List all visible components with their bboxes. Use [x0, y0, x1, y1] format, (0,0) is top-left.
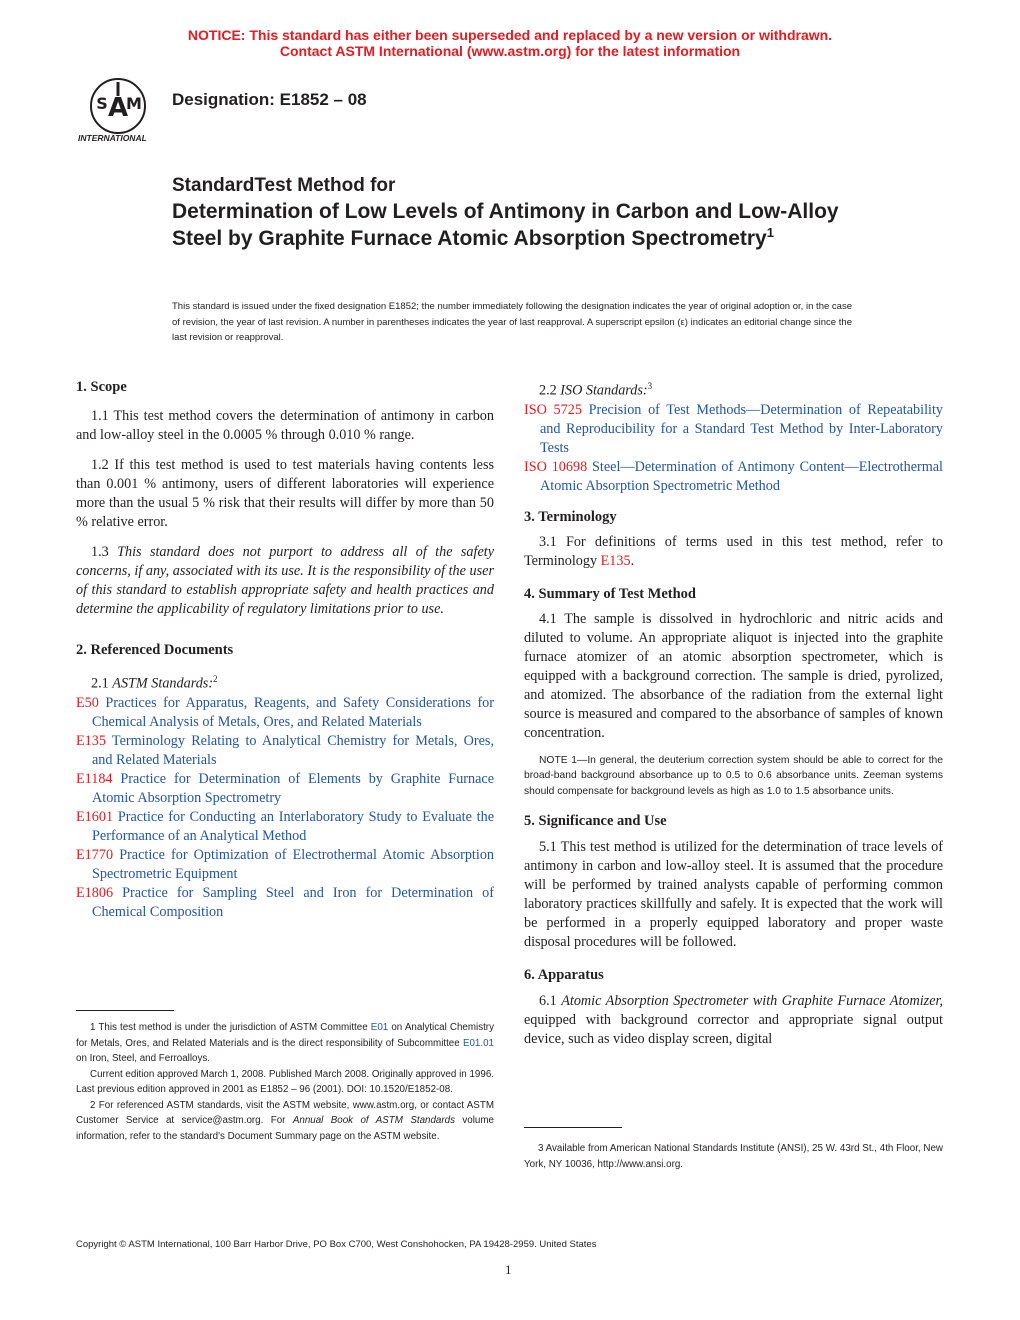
section-heading-summary: 4. Summary of Test Method	[524, 585, 696, 602]
iso-reference-title[interactable]: Precision of Test Methods—Determination of Repeatability and Reproducibility for a Standard Test Method by Inter-Laboratory Tests	[540, 401, 943, 456]
right-footnotes	[524, 1141, 943, 1172]
astm-reference-item[interactable]	[76, 808, 494, 846]
astm-reference-item[interactable]	[76, 732, 494, 770]
paragraph-1-3: 1.3 This standard does not purport to address all of the safety concerns, if any, associated with its use. It is the responsibility of the user of this standard to establish appropriate safety and health practices and determine the applicability of regulatory limitations prior to use.	[76, 544, 494, 617]
astm-reference-title[interactable]: Practice for Determination of Elements by Graphite Furnace Atomic Absorption Spectrometry	[92, 770, 495, 806]
paragraph-2-2: 2.2 ISO Standards:$^3$	[539, 381, 653, 399]
iso-reference-code[interactable]: ISO 5725	[524, 401, 582, 418]
astm-reference-code[interactable]: E1184	[76, 770, 113, 787]
iso-reference-item[interactable]	[524, 401, 943, 458]
astm-reference-item[interactable]	[76, 884, 494, 922]
footnote-1-edition: Current edition approved March 1, 2008. Published March 2008. Originally approved in 1996. Last previous edition approved in 2001 as E1852 – 96 (2001). DOI: 10.1520/E1852-08.	[76, 1068, 494, 1095]
page-number: 1	[505, 1262, 512, 1277]
iso-reference-list	[524, 401, 943, 496]
astm-reference-code[interactable]: E135	[76, 732, 106, 749]
paragraph-4-1: 4.1 The sample is dissolved in hydrochloric and nitric acids and diluted to volume. An appropriate aliquot is injected into the graphite furnace atomizer of an atomic absorption spectrometer, which is equipped with a background correction. The sample is dried, pyrolized, and atomized. The absorbance of the radiation from the external light source is measured and compared to the absorbance of samples of known concentration.	[524, 610, 943, 741]
link-e01-01[interactable]: E01.01	[462, 1037, 494, 1049]
issuance-statement: This standard is issued under the fixed designation E1852; the number immediately following the designation indicates the year of original adoption or, in the case of revision, the year of last revision. A number in parentheses indicates the year of last reapproval. A superscript epsilon (ε) indicates an editorial change since the last revision or reapproval.	[172, 301, 852, 343]
astm-reference-code[interactable]: E1601	[76, 808, 114, 825]
astm-reference-item[interactable]	[76, 694, 494, 732]
copyright: Copyright © ASTM International, 100 Barr Harbor Drive, PO Box C700, West Conshohocken, PA 19428-2959. United States	[76, 1239, 597, 1250]
astm-logo	[76, 76, 160, 144]
astm-reference-title[interactable]: Terminology Relating to Analytical Chemistry for Metals, Ores, and Related Materials	[92, 732, 494, 768]
footnote-2: 2 For referenced ASTM standards, visit the ASTM website, www.astm.org, or contact ASTM Customer Service at service@astm.org. For Annual Book of ASTM Standards volume information, refer to the standard's Document Summary page on the ASTM website.	[76, 1099, 494, 1142]
paragraph-1-2: 1.2 If this test method is used to test materials having contents less than 0.001 % antimony, users of different laboratories will experience more than the usual 5 % risk that their results will differ by more than 50 % relative error.	[76, 457, 494, 530]
paragraph-5-1: 5.1 This test method is utilized for the determination of trace levels of antimony in carbon and low-alloy steel. It is assumed that the procedure will be performed by trained analysts capable of performing common laboratory practices skillfully and safely. It is expected that the work will be performed in a properly equipped laboratory and proper waste disposal procedures will be followed.	[524, 838, 943, 950]
left-column	[76, 378, 494, 922]
designation: Designation: E1852 – 08	[172, 90, 367, 109]
paragraph-1-1: 1.1 This test method covers the determination of antimony in carbon and low-alloy steel in the 0.0005 % through 0.010 % range.	[76, 408, 494, 443]
astm-reference-title[interactable]: Practice for Optimization of Electrothermal Atomic Absorption Spectrometric Equipment	[92, 846, 495, 882]
astm-reference-title[interactable]: Practices for Apparatus, Reagents, and Safety Considerations for Chemical Analysis of Metals, Ores, and Related Materials	[92, 694, 494, 730]
link-e01[interactable]: E01	[370, 1022, 389, 1033]
paragraph-6-1: 6.1 Atomic Absorption Spectrometer with Graphite Furnace Atomizer, equipped with background corrector and appropriate signal output device, such as video display screen, digital	[524, 992, 943, 1047]
astm-reference-code[interactable]: E1770	[76, 846, 114, 863]
section-heading-significance: 5. Significance and Use	[524, 812, 667, 829]
note-1: NOTE 1—In general, the deuterium correction system should be able to correct for the broad-band background absorbance up to 0.5 to 0.6 absorbance units. Zeeman systems should compensate for background levels as high as 1.0 to 1.5 absorbance units.	[524, 754, 943, 797]
iso-reference-item[interactable]	[524, 458, 943, 496]
page-title: Determination of Low Levels of Antimony in Carbon and Low-Alloy Steel by Graphite Furnace Atomic Absorption Spectrometry$^1$	[172, 200, 839, 250]
astm-reference-item[interactable]	[76, 770, 494, 808]
astm-reference-code[interactable]: E50	[76, 694, 99, 711]
section-heading-terminology: 3. Terminology	[524, 508, 617, 525]
section-heading-apparatus: 6. Apparatus	[524, 966, 604, 983]
svg-text:S: S	[96, 94, 108, 113]
astm-reference-code[interactable]: E1806	[76, 884, 114, 901]
svg-text:M: M	[126, 94, 142, 113]
svg-text:A: A	[107, 93, 129, 123]
iso-reference-code[interactable]: ISO 10698	[524, 458, 588, 475]
notice-line-1: NOTICE: This standard has either been superseded and replaced by a new version or withdrawn.	[187, 27, 833, 43]
astm-reference-title[interactable]: Practice for Sampling Steel and Iron for Determination of Chemical Composition	[92, 884, 494, 920]
astm-reference-list	[76, 694, 494, 922]
footnote-rule-right	[524, 1127, 622, 1128]
right-column	[524, 377, 943, 1049]
logo-text: INTERNATIONAL	[78, 133, 147, 143]
footnote-1: 1 This test method is under the jurisdiction of ASTM Committee E01 on Analytical Chemistry for Metals, Ores, and Related Materials and is the direct responsibility of Subcommittee E01.01 on Iron, Steel, and Ferroalloys.	[76, 1022, 494, 1064]
section-heading-scope: 1. Scope	[76, 379, 127, 395]
paragraph-3-1: 3.1 For definitions of terms used in this test method, refer to Terminology E135.	[524, 533, 943, 569]
title-footnote-mark: 1	[766, 224, 774, 240]
astm-reference-item[interactable]	[76, 846, 494, 884]
footnote-3: 3 Available from American National Standards Institute (ANSI), 25 W. 43rd St., 4th Floor, New York, NY 10036, http://www.ansi.org.	[524, 1143, 943, 1170]
notice-line-2: Contact ASTM International (www.astm.org) for the latest information	[279, 43, 741, 59]
title-prefix: StandardTest Method for	[172, 175, 396, 196]
section-heading-referenced-documents: 2. Referenced Documents	[76, 642, 234, 658]
astm-reference-title[interactable]: Practice for Conducting an Interlaboratory Study to Evaluate the Performance of an Analytical Method	[92, 808, 495, 844]
paragraph-2-1: 2.1 ASTM Standards:$^2$	[91, 674, 218, 692]
footnote-rule	[76, 1010, 174, 1011]
iso-reference-title[interactable]: Steel—Determination of Antimony Content—Electrothermal Atomic Absorption Spectrometric Method	[540, 458, 944, 494]
link-e135[interactable]: E135	[600, 552, 631, 569]
left-footnotes	[76, 1020, 494, 1144]
